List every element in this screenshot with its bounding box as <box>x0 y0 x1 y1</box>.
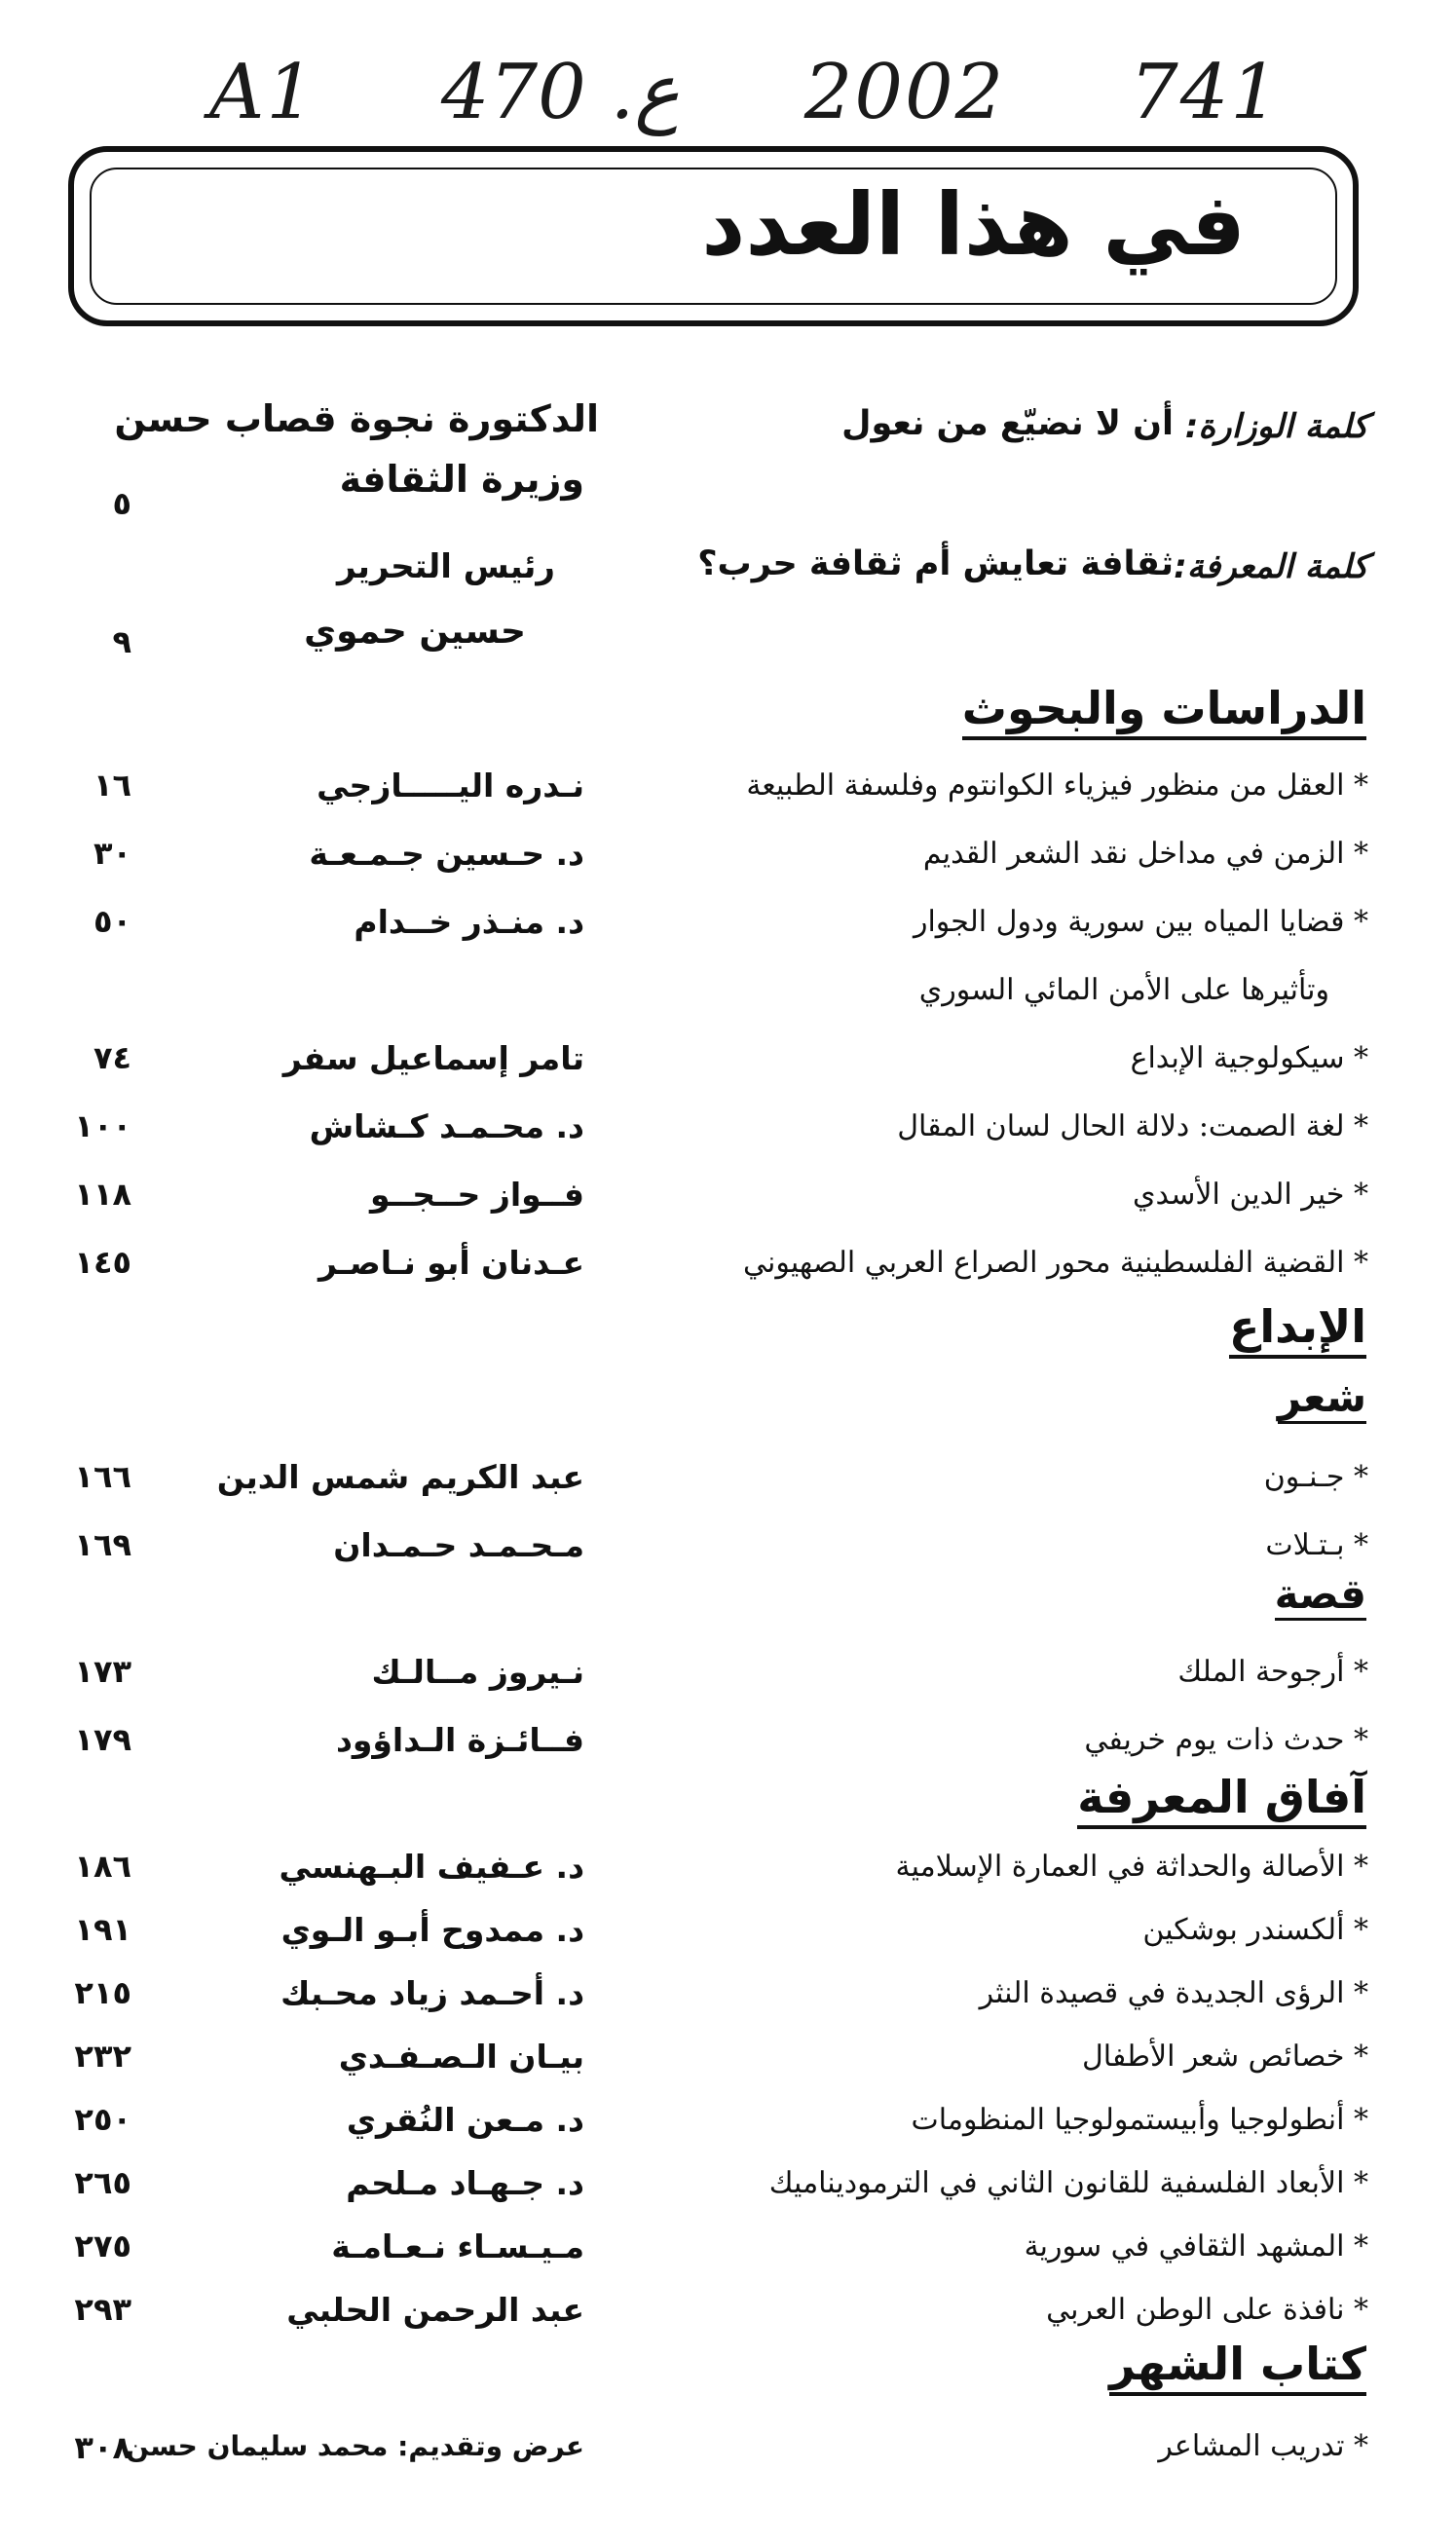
toc-title: * لغة الصمت: دلالة الحال لسان المقال <box>897 1109 1368 1143</box>
toc-row[interactable] <box>0 1649 1456 1707</box>
intro-author-name: حسين حموي <box>304 612 526 652</box>
toc-author: مـيـسـاء نـعـامـة <box>331 2227 584 2265</box>
toc-author: د. منـذر خــدام <box>354 903 584 941</box>
section-heading-horizons: آفاق المعرفة <box>1077 1771 1366 1829</box>
toc-page: ٣٠٨ <box>74 2429 131 2466</box>
toc-page: ٢٥٠ <box>74 2101 131 2138</box>
toc-author: د. مـعن النُقري <box>346 2101 584 2139</box>
toc-author: مـحـمـد حـمـدان <box>333 1526 584 1564</box>
toc-row[interactable] <box>0 1522 1456 1581</box>
toc-author: عبد الرحمن الحلبي <box>286 2291 584 2329</box>
toc-row[interactable] <box>0 899 1456 957</box>
handwritten-code: A1 <box>209 49 317 136</box>
section-heading-creativity: الإبداع <box>1229 1300 1366 1359</box>
intro-page: ٩ <box>112 623 131 660</box>
toc-author: عبد الكريم شمس الدين <box>216 1458 584 1496</box>
toc-page: ٢٧٥ <box>74 2227 131 2264</box>
intro-author: الدكتورة نجوة قصاب حسن <box>114 397 599 440</box>
toc-title: * أرجوحة الملك <box>1177 1655 1368 1689</box>
toc-row[interactable] <box>0 1454 1456 1513</box>
toc-review-credit: عرض وتقديم: محمد سليمان حسن <box>125 2430 584 2462</box>
toc-title: * الأصالة والحداثة في العمارة الإسلامية <box>895 1850 1368 1884</box>
toc-title: * الأبعاد الفلسفية للقانون الثاني في الترموديناميك <box>768 2166 1368 2200</box>
toc-page: ١٧٣ <box>74 1653 131 1690</box>
toc-page: ٧٤ <box>93 1039 131 1076</box>
handwritten-year: 2002 <box>803 49 1006 136</box>
toc-row[interactable] <box>0 1970 1456 2029</box>
toc-row[interactable] <box>0 2224 1456 2282</box>
toc-row[interactable] <box>0 2034 1456 2092</box>
toc-author: فــائـزة الـداؤود <box>335 1721 584 1759</box>
intro-author: رئيس التحرير <box>337 547 555 586</box>
toc-title: * ألكسندر بوشكين <box>1142 1913 1368 1947</box>
toc-author: نـدره اليـــــازجي <box>317 767 584 805</box>
intro-title: أن لا نضيّع من نعول <box>841 404 1174 443</box>
toc-row[interactable] <box>0 1844 1456 1902</box>
toc-row[interactable] <box>0 2287 1456 2345</box>
toc-page: ٢١٥ <box>74 1974 131 2011</box>
toc-author: د. عـفيف البـهنسي <box>279 1848 584 1886</box>
section-heading-book: كتاب الشهر <box>1109 2338 1366 2396</box>
toc-title: * أنطولوجيا وأبيستمولوجيا المنظومات <box>911 2103 1368 2137</box>
toc-title: * خير الدين الأسدي <box>1133 1178 1368 1212</box>
toc-title: * نافذة على الوطن العربي <box>1046 2293 1368 2327</box>
toc-page: ١٠٠ <box>74 1107 131 1144</box>
intro-title: ثقافة تعايش أم ثقافة حرب؟ <box>697 544 1174 583</box>
toc-row[interactable] <box>0 2097 1456 2155</box>
intro-label: كلمة المعرفة: <box>1174 547 1368 586</box>
toc-page: ١٦ <box>93 767 131 804</box>
toc-title-continuation: وتأثيرها على الأمن المائي السوري <box>918 973 1329 1007</box>
banner-frame <box>68 146 1359 326</box>
intro-author-role: وزيرة الثقافة <box>339 458 584 501</box>
toc-row[interactable] <box>0 1035 1456 1094</box>
toc-page: ١٦٦ <box>74 1458 131 1495</box>
toc-page: ١٨٦ <box>74 1848 131 1885</box>
toc-author: د. ممدوح أبـو الـوي <box>280 1911 584 1949</box>
toc-author: عـدنان أبو نـاصـر <box>318 1244 584 1282</box>
toc-author: تامر إسماعيل سفر <box>282 1039 584 1077</box>
toc-title: * القضية الفلسطينية محور الصراع العربي الصهيوني <box>743 1246 1368 1280</box>
handwritten-note <box>209 39 1281 146</box>
toc-row[interactable] <box>0 1907 1456 1965</box>
toc-page: ٢٦٥ <box>74 2164 131 2201</box>
toc-author: د. محـمـد كـشاش <box>309 1107 584 1145</box>
subsection-heading-poetry: شعر <box>1278 1373 1366 1424</box>
toc-page: ٣٠ <box>93 835 131 872</box>
toc-title: * حدث ذات يوم خريفي <box>1084 1723 1368 1757</box>
toc-title: * تدريب المشاعر <box>1158 2429 1368 2463</box>
toc-row[interactable] <box>0 2160 1456 2219</box>
toc-title: * جـنـون <box>1263 1460 1368 1494</box>
toc-page: ١٤٥ <box>74 1244 131 1281</box>
toc-title: * الرؤى الجديدة في قصيدة النثر <box>979 1976 1368 2010</box>
toc-page: ١١٨ <box>74 1176 131 1213</box>
toc-author: د. أحـمد زياد محـبك <box>280 1974 584 2012</box>
toc-title: * سيكولوجية الإبداع <box>1130 1041 1368 1075</box>
toc-page: ١٧٩ <box>74 1721 131 1758</box>
toc-page: ١٦٩ <box>74 1526 131 1563</box>
toc-row[interactable] <box>0 763 1456 821</box>
toc-author: نـيروز مــالـك <box>371 1653 584 1691</box>
toc-row[interactable] <box>0 1717 1456 1776</box>
section-heading-studies: الدراسات والبحوث <box>962 682 1366 740</box>
toc-page: ٥٠ <box>93 903 131 940</box>
toc-title: * الزمن في مداخل نقد الشعر القديم <box>922 837 1368 871</box>
intro-label: كلمة الوزارة: <box>1184 407 1368 446</box>
handwritten-issue: 741 <box>1130 49 1281 136</box>
toc-title: * قضايا المياه بين سورية ودول الجوار <box>913 905 1368 939</box>
toc-author: د. حـسين جـمـعـة <box>309 835 584 873</box>
toc-author: فــواز حــجــو <box>369 1176 584 1214</box>
toc-title: * بـتـلات <box>1265 1528 1368 1562</box>
toc-row[interactable] <box>0 1240 1456 1298</box>
intro-page: ٥ <box>112 485 131 522</box>
toc-page: ٢٣٢ <box>74 2038 131 2075</box>
toc-author: بيـان الـصـفـدي <box>338 2038 584 2076</box>
toc-row[interactable] <box>0 1172 1456 1230</box>
toc-page: ٢٩٣ <box>74 2291 131 2328</box>
toc-title: * خصائص شعر الأطفال <box>1081 2040 1368 2074</box>
toc-page: ١٩١ <box>74 1911 131 1948</box>
toc-row-continuation[interactable] <box>0 967 1456 1026</box>
subsection-heading-story: قصة <box>1275 1570 1366 1621</box>
toc-row[interactable] <box>0 1104 1456 1162</box>
toc-title: * العقل من منظور فيزياء الكوانتوم وفلسفة الطبيعة <box>746 768 1368 803</box>
toc-title: * المشهد الثقافي في سورية <box>1024 2229 1368 2264</box>
toc-row[interactable] <box>0 831 1456 889</box>
handwritten-number: 470 .ع <box>440 49 680 136</box>
page-title: في هذا العدد <box>701 174 1246 275</box>
toc-author: د. جـهـاد مـلحم <box>346 2164 584 2202</box>
